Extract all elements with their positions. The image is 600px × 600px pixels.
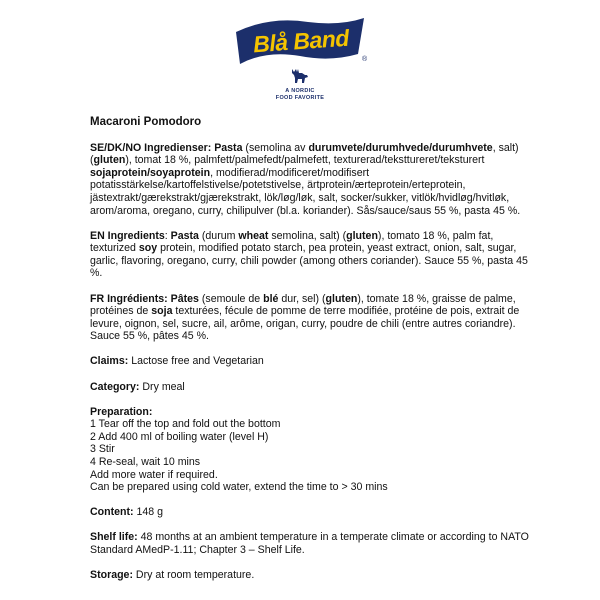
product-title: Macaroni Pomodoro <box>90 116 202 128</box>
ingredients-fr <box>90 293 530 343</box>
storage <box>90 569 530 582</box>
ingredients-en <box>90 230 530 280</box>
content <box>90 506 530 519</box>
text-run: (durum <box>198 229 239 242</box>
bold-run: Pâtes <box>167 292 199 305</box>
brand-tagline <box>250 88 350 102</box>
text-run: protein, modified potato starch, pea protein, yeast extract, onion, salt, sugar, garlic, flavoring, oregano, curry, chili powder (among others coriander). Sauce 55 %, pasta 45 %. <box>90 242 528 280</box>
text-run: dur, sel) ( <box>278 292 326 305</box>
text-run: semolina, salt) ( <box>268 229 347 242</box>
storage-label: Storage: <box>90 569 133 582</box>
preparation-step: 4 Re-seal, wait 10 mins <box>90 455 201 468</box>
category-label: Category: <box>90 380 140 393</box>
bold-run: gluten <box>346 229 378 242</box>
bold-run: wheat <box>238 229 269 242</box>
bold-run: soja <box>151 305 173 318</box>
shelf-life <box>90 531 530 556</box>
text-run: , salt) ( <box>90 141 519 167</box>
bold-run: durumvete/durumhvede/durumhvete <box>308 141 493 154</box>
bold-run: blé <box>263 292 279 305</box>
brand-logo <box>0 10 600 100</box>
logo-text: Blå Band <box>252 24 350 58</box>
tagline-line-1: A NORDIC <box>285 88 315 94</box>
preparation-step: 2 Add 400 ml of boiling water (level H) <box>90 430 269 443</box>
category <box>90 381 530 394</box>
text-run: ), tomate 18 %, graisse de palme, protéines de <box>90 292 516 318</box>
bold-run: sojaprotein/soyaprotein <box>90 166 211 179</box>
text-run: , modifierad/modificeret/modifisert potatisstärkelse/kartoffelstivelse/potetstivelse, ärtprotein/ærteprotein/erteprotein, jästextrakt/gærekstrakt/gjærekstrakt, lök/løg/løk, salt, socker/sukker, vitlök/hvidløg/hvitløk, arom/aroma, oregano, curry, chilipulver (bl.a. koriander). Sås/sauce/saus 55 %, pasta 45 %. <box>90 166 521 217</box>
category-value: Dry meal <box>139 380 185 393</box>
text-run: texturées, fécule de pomme de terre modifiée, protéine de pois, extrait de levure, oignon, sel, sucre, ail, arôme, origan, curry, poudre de chili (entre autres coriandre). Sauce 55 %, pâtes 45 %. <box>90 305 520 343</box>
ingredients-se-label: SE/DK/NO Ingredienser: <box>90 141 212 154</box>
tagline-line-2: FOOD FAVORITE <box>275 95 325 101</box>
text-run: (semolina av <box>242 141 309 154</box>
preparation-label: Preparation: <box>90 405 153 418</box>
product-sheet <box>90 116 530 594</box>
bold-run: Pasta <box>170 229 199 242</box>
content-label: Content: <box>90 506 134 519</box>
claims-value: Lactose free and Vegetarian <box>128 355 264 368</box>
storage-value: Dry at room temperature. <box>132 569 255 582</box>
text-run: : <box>164 229 171 242</box>
shelf-life-label: Shelf life: <box>90 531 138 544</box>
ingredients-se <box>90 142 530 218</box>
preparation-step: 1 Tear off the top and fold out the bottom <box>90 418 281 431</box>
bold-run: soy <box>138 242 158 255</box>
content-value: 148 g <box>133 506 164 519</box>
preparation-step: Add more water if required. <box>90 468 218 481</box>
preparation-step: Can be prepared using cold water, extend the time to > 30 mins <box>90 481 388 494</box>
claims-label: Claims: <box>90 355 129 368</box>
claims <box>90 355 530 368</box>
moose-icon <box>289 67 311 85</box>
ingredients-fr-label: FR Ingrédients: <box>90 292 168 305</box>
preparation <box>90 406 530 494</box>
ingredients-en-label: EN Ingredients <box>90 229 165 242</box>
bold-run: gluten <box>93 154 126 167</box>
registered-mark: ® <box>362 56 368 63</box>
bold-run: Pasta <box>211 141 243 154</box>
text-run: (semoule de <box>198 292 264 305</box>
bold-run: gluten <box>325 292 358 305</box>
shelf-life-value: 48 months at an ambient temperature in a temperate climate or according to NATO Standard AMedP-1.11; Chapter 3 – Shelf Life. <box>90 531 529 556</box>
text-run: ), tomat 18 %, palmfett/palmefedt/palmefett, texturerad/teksttureret/teksturert <box>125 154 485 167</box>
text-run: ), tomato 18 %, palm fat, texturized <box>90 229 494 255</box>
preparation-step: 3 Stir <box>90 443 115 456</box>
